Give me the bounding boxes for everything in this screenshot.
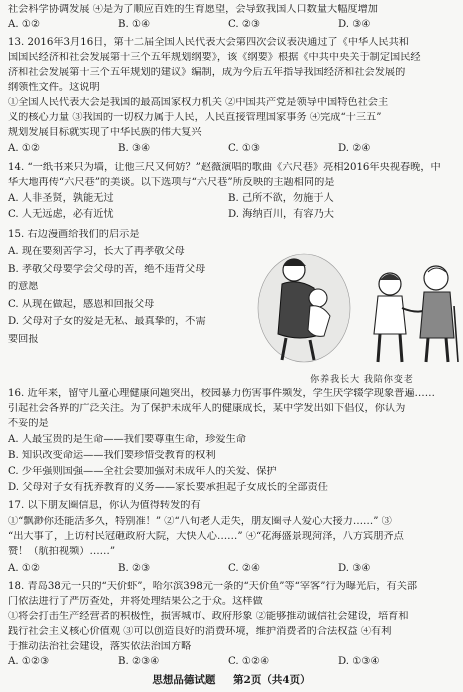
q12-option-d: D. ③④ xyxy=(338,19,371,30)
q17-stem: 17. 以下朋友圈信息，你认为值得转发的有 xyxy=(8,500,201,511)
q12-option-a: A. ①② xyxy=(8,19,41,30)
q15-option-d: D. 父母对子女的爱是无私、最真挚的，不需 xyxy=(8,316,206,327)
q17-options xyxy=(8,563,457,575)
q15-option-b: B. 孝敬父母要学会父母的苦，绝不违背父母 xyxy=(8,264,206,275)
q13-option-b: B. ③④ xyxy=(118,143,151,154)
q16-stem-line: 16. 近年来，留守儿童心理健康问题突出，校园暴力伤害事件频发，学生厌学辍学现象普遍…… xyxy=(8,388,435,399)
q16-option-d: D. 父母对子女有抚养教育的义务——家长要承担起子女成长的全部责任 xyxy=(8,482,328,493)
q17-statement-line: 赞！（航拍视频）……” xyxy=(8,546,116,557)
parent-child-comic xyxy=(252,244,460,368)
comic-left-panel xyxy=(258,254,350,362)
q16-option-a: A. 人最宝贵的是生命——我们要尊重生命，珍爱生命 xyxy=(8,434,246,445)
q12-option-b: B. ①④ xyxy=(118,19,151,30)
footer-page-number: 第2页（共4页） xyxy=(233,674,311,686)
q17-option-b: B. ②③ xyxy=(118,563,151,574)
q18-option-c: C. ①②④ xyxy=(228,656,270,667)
q13-options xyxy=(8,143,457,155)
q13-option-a: A. ①② xyxy=(8,143,41,154)
q12-tail-line: 社会科学协调发展 ④是为了顺应百姓的生育愿望，会导致我国人口数量大幅度增加 xyxy=(8,4,378,15)
q12-option-c: C. ②③ xyxy=(228,19,261,30)
q14-option-d: D. 海纳百川，有容乃大 xyxy=(228,209,334,220)
q18-option-d: D. ①③④ xyxy=(338,656,380,667)
q14-stem-line: 14. “一纸书来只为墙，让他三尺又何妨？”赵薇演唱的歌曲《六尺巷》亮相2016年央视春晚，中 xyxy=(8,162,441,173)
q18-statement-line: ①将会打击生产经营者的积极性，损害城市、政府形象 ②能够推动诚信社会建设，培育和 xyxy=(8,611,409,622)
q13-statement-line: 义的核心力量 ③我国的一切权力属于人民，人民直接管理国家事务 ④完成“十三五” xyxy=(8,112,382,123)
q12-options xyxy=(8,19,457,31)
q16-option-b: B. 知识改变命运——我们要珍惜受教育的权利 xyxy=(8,450,216,461)
q18-option-a: A. ①②③ xyxy=(8,656,50,667)
q13-stem-line: 济和社会发展第十三个五年规划的建议》编制，成为今后五年指导我国经济和社会发展的 xyxy=(8,67,406,78)
q13-statement-line: ①全国人民代表大会是我国的最高国家权力机关 ②中国共产党是领导中国特色社会主 xyxy=(8,97,389,108)
q15-option-c: C. 从现在做起，感恩和回报父母 xyxy=(8,299,155,310)
q16-stem-line: 引起社会各界的广泛关注。为了保护未成年人的健康成长，某中学发出如下倡仪，你认为 xyxy=(8,403,406,414)
q15-stem: 15. 右边漫画给我们的启示是 xyxy=(8,229,140,240)
q17-statement-line: “出大事了，上访村民冠砸政府大院，大快人心……” ④“花海盛景现菏泽，八方宾朋齐点 xyxy=(8,531,404,542)
q15-option-b-cont: 的意愿 xyxy=(8,281,39,292)
q17-option-d: D. ③④ xyxy=(338,563,371,574)
q16-option-c: C. 少年强则国强——全社会要加强对未成年人的关爱、保护 xyxy=(8,466,277,477)
comic-caption: 你养我长大 我陪你变老 xyxy=(310,375,414,385)
q13-stem-line: 纲领性文件。这说明 xyxy=(8,82,100,93)
q18-options xyxy=(8,656,457,668)
q18-option-b: B. ②③④ xyxy=(118,656,160,667)
q14-stem-line: 华大地再传“六尺巷”的美谈。以下选项与“六尺巷”所反映的主题相同的是 xyxy=(8,177,335,188)
q17-statement-line: ①“飘渺你还能活多久，特别准！” ②“八旬老人走失，朋友圈寻人爱心大接力……” ③ xyxy=(8,516,392,527)
q17-option-a: A. ①② xyxy=(8,563,41,574)
q13-stem-line: 13. 2016年3月16日，第十二届全国人民代表大会第四次会议表决通过了《中华人民共和 xyxy=(8,37,409,48)
q14-options-row1 xyxy=(8,193,457,205)
page-footer xyxy=(0,672,463,687)
footer-subject: 思想品德试题 xyxy=(152,674,216,686)
q14-option-b: B. 己所不欲，勿施于人 xyxy=(228,193,334,204)
q18-statement-line: 践行社会主义核心价值观 ③可以创造良好的消费环境，维护消费者的合法权益 ④有利 xyxy=(8,626,392,637)
q13-stem-line: 国国民经济和社会发展第十三个五年规划纲要》，该《纲要》根据《中共中央关于制定国民经 xyxy=(8,52,421,63)
q13-option-d: D. ②④ xyxy=(338,143,371,154)
comic-right-panel xyxy=(374,266,458,362)
q17-option-c: C. ②④ xyxy=(228,563,261,574)
q15-option-a: A. 现在要刻苦学习，长大了再孝敬父母 xyxy=(8,246,185,257)
q13-statement-line: 规划发展目标就实现了中华民族的伟大复兴 xyxy=(8,127,202,138)
q18-stem-line: 门依法进行了严厉查处，并将处理结果公之于众。这样做 xyxy=(8,596,263,607)
q18-stem-line: 18. 青岛38元一只的“天价虾”，哈尔滨398元一条的“天价鱼”等“宰客”行为曝光后，有关部 xyxy=(8,581,418,592)
q14-option-c: C. 人无远虑，必有近忧 xyxy=(8,209,114,220)
q13-option-c: C. ①③ xyxy=(228,143,261,154)
q15-option-d-cont: 要回报 xyxy=(8,334,39,345)
q16-stem-line: 不妥的是 xyxy=(8,418,49,429)
q18-statement-line: 于推动法治社会建设，落实依法治国方略 xyxy=(8,641,192,652)
q14-options-row2 xyxy=(8,209,457,221)
q14-option-a: A. 人非圣贤，孰能无过 xyxy=(8,193,114,204)
